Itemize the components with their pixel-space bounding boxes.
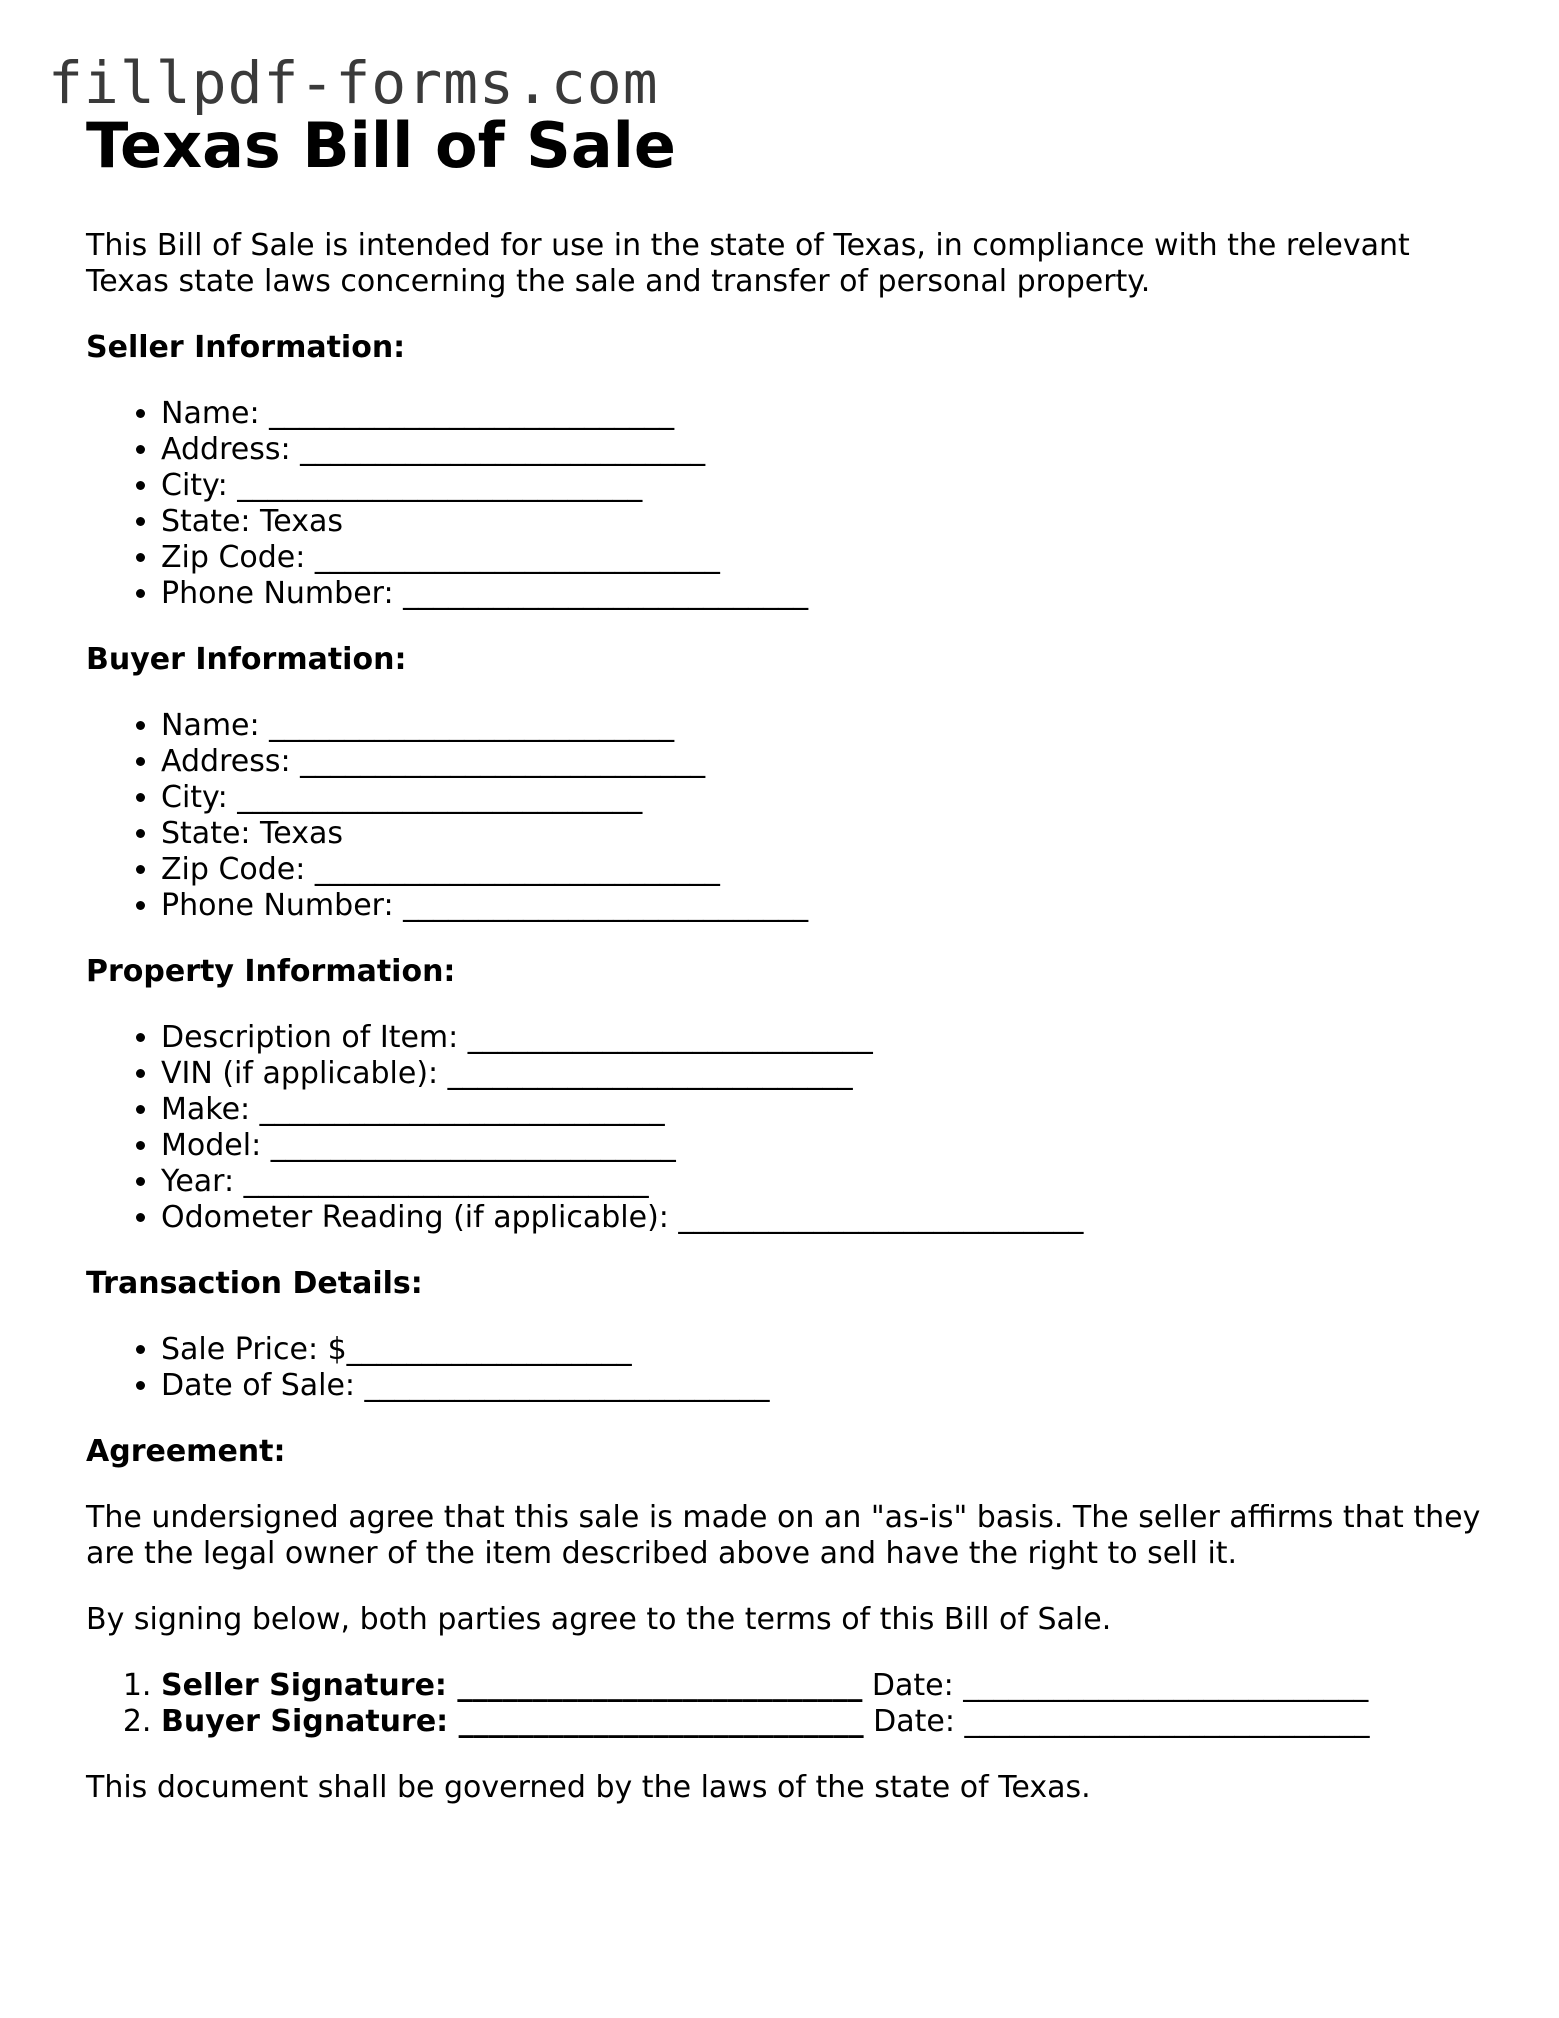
seller-city-field[interactable]: • City: ___________________________	[161, 468, 1486, 504]
transaction-list	[86, 1332, 1486, 1404]
seller-signature-row	[161, 1668, 1486, 1704]
buyer-heading: Buyer Information:	[86, 642, 407, 677]
make-field[interactable]: • Make: ___________________________	[161, 1092, 1486, 1128]
seller-address-field[interactable]: • Address: ___________________________	[161, 432, 1486, 468]
intro-paragraph: This Bill of Sale is intended for use in the state of Texas, in compliance with the relevant Texas state laws concerning the sale and transfer of personal property.	[86, 228, 1410, 299]
watermark: fillpdf-forms.com	[48, 49, 659, 117]
seller-list	[86, 396, 1486, 612]
footer-paragraph: This document shall be governed by the laws of the state of Texas.	[86, 1770, 1091, 1805]
property-heading: Property Information:	[86, 954, 456, 989]
buyer-list	[86, 708, 1486, 924]
item-description-field[interactable]: • Description of Item: ___________________________	[161, 1020, 1486, 1056]
signing-paragraph: By signing below, both parties agree to the terms of this Bill of Sale.	[86, 1602, 1112, 1637]
buyer-city-field[interactable]: • City: ___________________________	[161, 780, 1486, 816]
signature-list	[86, 1668, 1486, 1740]
seller-heading: Seller Information:	[86, 330, 406, 365]
buyer-phone-field[interactable]: • Phone Number: ___________________________	[161, 888, 1486, 924]
date-of-sale-field[interactable]: • Date of Sale: ___________________________	[161, 1368, 1486, 1404]
property-list	[86, 1020, 1486, 1236]
vin-field[interactable]: • VIN (if applicable): ___________________________	[161, 1056, 1486, 1092]
agreement-heading: Agreement:	[86, 1434, 286, 1469]
buyer-name-field[interactable]: • Name: ___________________________	[161, 708, 1486, 744]
seller-phone-field[interactable]: • Phone Number: ___________________________	[161, 576, 1486, 612]
seller-signature-field[interactable]: Seller Signature: ___________________________	[161, 1668, 863, 1703]
buyer-signature-row	[161, 1704, 1486, 1740]
buyer-state-field: • State: Texas	[161, 816, 1486, 852]
buyer-signature-field[interactable]: Buyer Signature: ___________________________	[161, 1704, 864, 1739]
buyer-zip-field[interactable]: • Zip Code: ___________________________	[161, 852, 1486, 888]
model-field[interactable]: • Model: ___________________________	[161, 1128, 1486, 1164]
transaction-heading: Transaction Details:	[86, 1266, 423, 1301]
seller-zip-field[interactable]: • Zip Code: ___________________________	[161, 540, 1486, 576]
seller-state-field: • State: Texas	[161, 504, 1486, 540]
agreement-paragraph: The undersigned agree that this sale is made on an "as-is" basis. The seller affirms that they are the legal owner of the item described above and have the right to sell it.	[86, 1500, 1481, 1571]
sale-price-field[interactable]: • Sale Price: $___________________	[161, 1332, 1486, 1368]
year-field[interactable]: • Year: ___________________________	[161, 1164, 1486, 1200]
seller-signature-date-field[interactable]: Date: ___________________________	[862, 1668, 1369, 1703]
document-page	[86, 108, 1486, 1806]
seller-name-field[interactable]: • Name: ___________________________	[161, 396, 1486, 432]
odometer-field[interactable]: • Odometer Reading (if applicable): ___________________________	[161, 1200, 1486, 1236]
buyer-address-field[interactable]: • Address: ___________________________	[161, 744, 1486, 780]
buyer-signature-date-field[interactable]: Date: ___________________________	[863, 1704, 1370, 1739]
page-title: Texas Bill of Sale	[86, 109, 676, 182]
